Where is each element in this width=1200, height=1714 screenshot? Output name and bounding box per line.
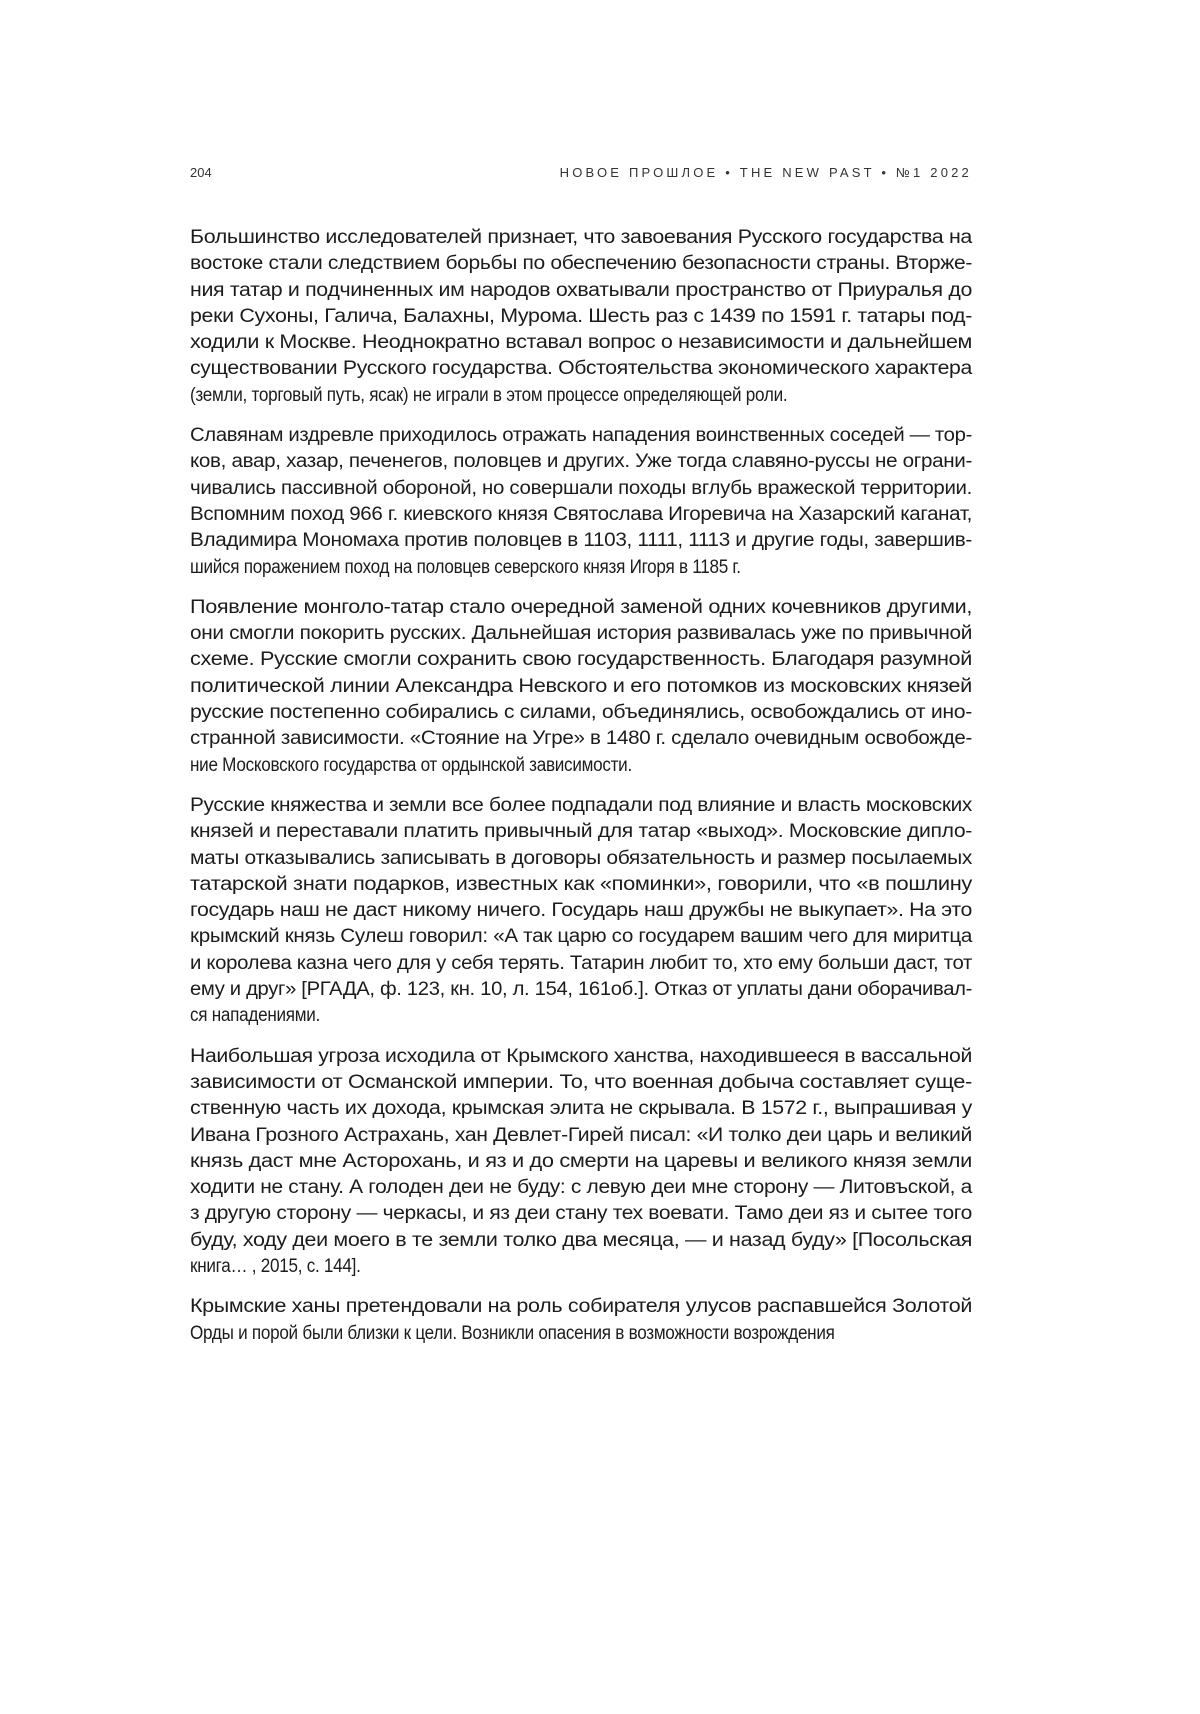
text-line: буду, ходу деи моего в те земли толко два месяца, — и назад буду» [Посольская [190,1228,1074,1254]
text-line: ходити не стану. А голоден деи не буду: с левую деи мне сторону — Литовъской, а [190,1175,1053,1201]
text-line: русские постепенно собирались с силами, объединялись, освобождались от ино- [190,700,1064,726]
text-line: Русские княжества и земли все более подпадали под влияние и власть московских [190,793,1046,819]
text-line: государь наш не даст никому ничего. Государь наш дружбы не выкупает». На это [190,898,1066,924]
text-line: Вспомним поход 966 г. киевского князя Святослава Игоревича на Хазарский каганат, [190,502,1034,528]
text-line: чивались пассивной обороной, но совершали походы вглубь вражеской территории. [190,476,1031,502]
paragraph [190,225,972,409]
text-line: странной зависимости. «Стояние на Угре» в 1480 г. сделало очевидным освобожде- [190,726,1035,752]
text-line: Владимира Мономаха против половцев в 1103, 1111, 1113 и другие годы, завершив- [190,528,1041,554]
journal-title: НОВОЕ ПРОШЛОЕ • THE NEW PAST • №1 2022 [560,165,972,180]
text-line: Появление монголо-татар стало очередной заменой одних кочевников другими, [190,595,1079,621]
text-line: они смогли покорить русских. Дальнейшая история развивалась уже по привычной [190,621,1045,647]
text-line: ему и друг» [РГАДА, ф. 123, кн. 10, л. 154, 161об.]. Отказ от уплаты дани оборачивал- [190,977,1022,1003]
text-line: существовании Русского государства. Обстоятельства экономического характера [190,356,1063,382]
text-line: ния татар и подчиненных им народов охватывали пространство от Приуралья до [190,278,1068,304]
text-line: книга… , 2015, с. 144]. [190,1254,894,1280]
running-header [190,165,972,185]
paragraph [190,595,972,779]
paragraph [190,793,972,1030]
text-line: Наибольшая угроза исходила от Крымского ханства, находившееся в вассальной [190,1044,1062,1070]
text-line: реки Сухоны, Галича, Балахны, Мурома. Шесть раз с 1439 по 1591 г. татары под- [190,304,1070,330]
text-line: и королева казна чего для у себя терять. Татарин любит то, хто ему больши даст, тот [190,951,1027,977]
paragraph [190,423,972,581]
text-line: ков, авар, хазар, печенегов, половцев и других. Уже тогда славяно-руссы не ограни- [190,449,1038,475]
paragraph [190,1294,972,1347]
page-number: 204 [190,165,212,180]
text-line: ственную часть их дохода, крымская элита не скрывала. В 1572 г., выпрашивая у [190,1096,1068,1122]
text-line: ние Московского государства от ордынской зависимости. [190,753,894,779]
text-line: востоке стали следствием борьбы по обеспечению безопасности страны. Вторже- [190,251,1055,277]
text-line: ходили к Москве. Неоднократно вставал вопрос о независимости и дальнейшем [190,330,1075,356]
text-line: Орды и порой были близки к цели. Возникли опасения в возможности возрождения [190,1321,894,1347]
article-body [190,225,972,1361]
text-line: схеме. Русские смогли сохранить свою государственность. Благодаря разумной [190,647,1080,673]
text-line: Большинство исследователей признает, что завоевания Русского государства на [190,225,1070,251]
text-line: шийся поражением поход на половцев северского князя Игоря в 1185 г. [190,555,894,581]
text-line: политической линии Александра Невского и его потомков из московских князей [190,674,1085,700]
text-line: (земли, торговый путь, ясак) не играли в этом процессе определяющей роли. [190,383,894,409]
text-line: Крымские ханы претендовали на роль собирателя улусов распавшейся Золотой [190,1294,1074,1320]
text-line: крымский князь Сулеш говорил: «А так царю со государем вашим чего для миритца [190,924,1039,950]
text-line: з другую сторону — черкасы, и яз деи стану тех воевати. Тамо деи яз и сытее того [190,1201,1054,1227]
text-line: Славянам издревле приходилось отражать нападения воинственных соседей — тор- [190,423,1024,449]
paragraph [190,1044,972,1281]
text-line: Ивана Грозного Астрахань, хан Девлет-Гирей писал: «И толко деи царь и великий [190,1123,1061,1149]
text-line: зависимости от Османской империи. То, что военная добыча составляет суще- [190,1070,1089,1096]
text-line: князь даст мне Асторохань, и яз и до смерти на царевы и великого князя земли [190,1149,1086,1175]
text-line: князей и переставали платить привычный для татар «выход». Московские дипло- [190,819,1061,845]
text-line: татарской знати подарков, известных как «поминки», говорили, что «в пошлину [190,872,1088,898]
text-line: маты отказывались записывать в договоры обязательность и размер посылаемых [190,846,1053,872]
text-line: ся нападениями. [190,1003,894,1029]
